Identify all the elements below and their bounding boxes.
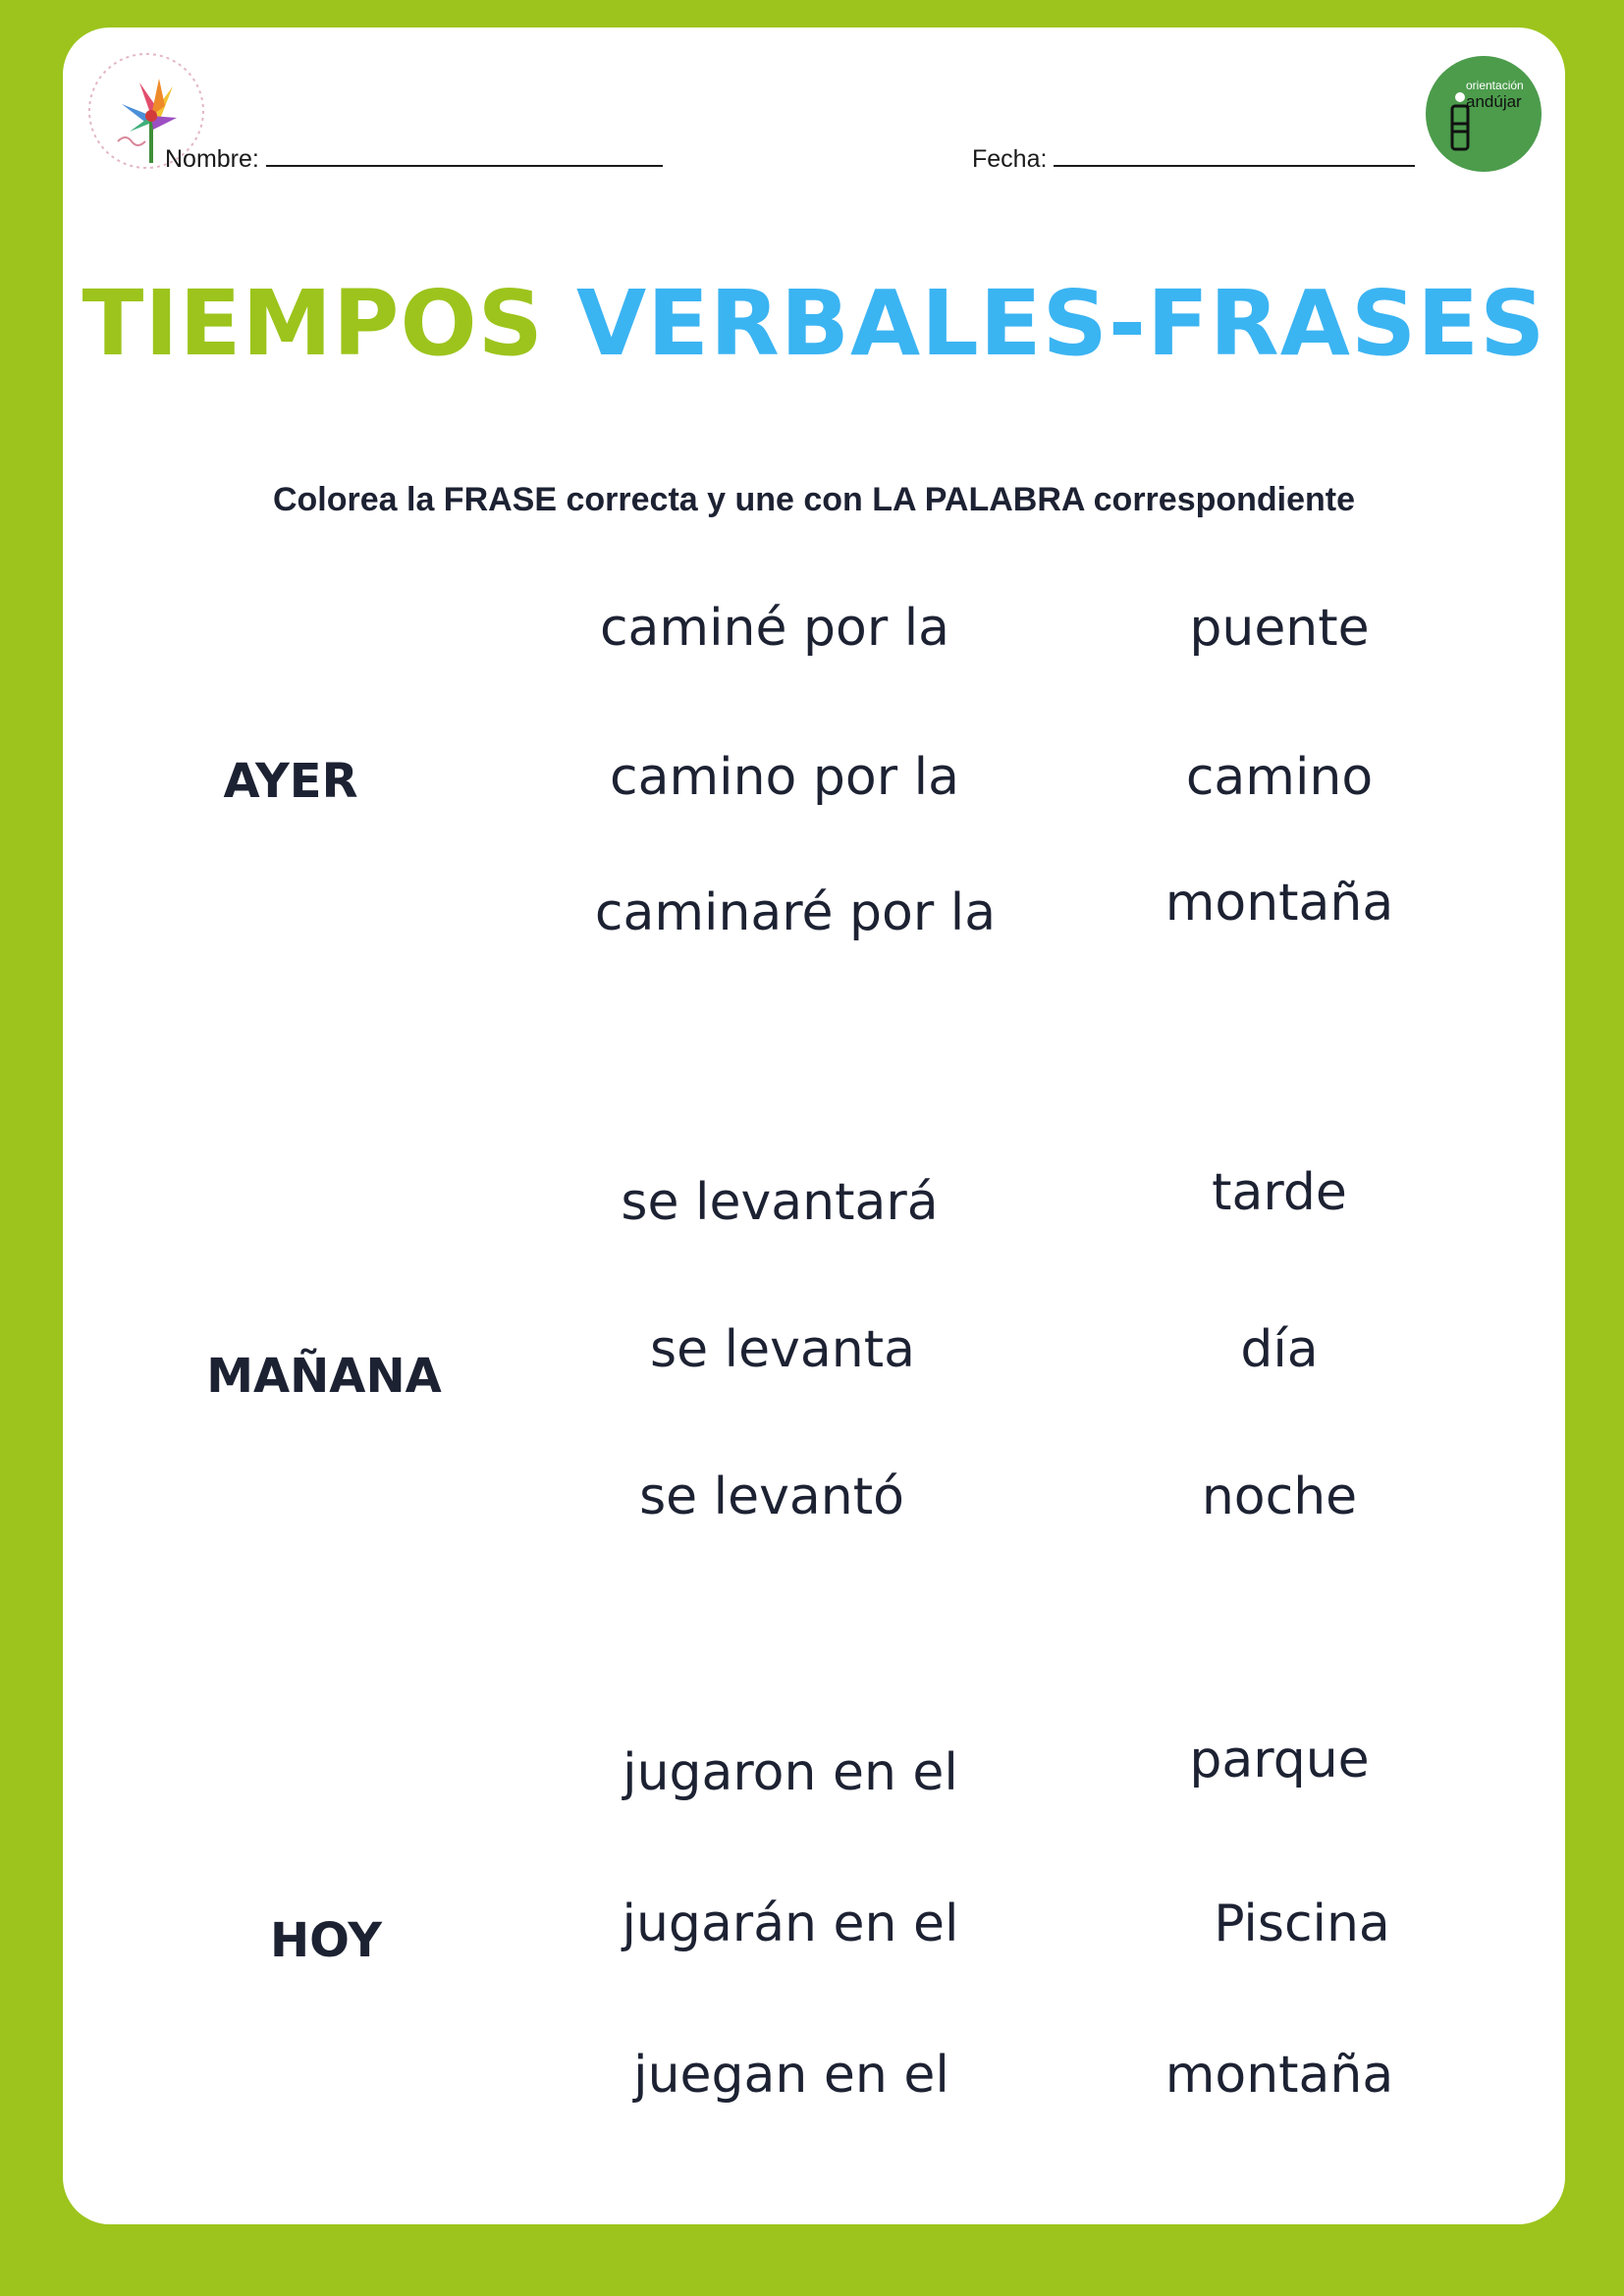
name-label: Nombre:	[165, 145, 259, 173]
name-field[interactable]	[266, 141, 663, 167]
phrase-option[interactable]: se levantó	[639, 1468, 904, 1526]
phrase-option[interactable]: se levanta	[650, 1320, 915, 1379]
time-label-manana: MAÑANA	[206, 1349, 442, 1404]
phrase-option[interactable]: se levantará	[621, 1173, 939, 1232]
phrase-option[interactable]: juegan en el	[633, 2046, 949, 2105]
title-part2: VERBALES-FRASES	[575, 271, 1546, 376]
word-option[interactable]: parque	[1189, 1731, 1370, 1789]
word-option[interactable]: tarde	[1212, 1163, 1347, 1222]
word-option[interactable]: noche	[1201, 1468, 1358, 1526]
orientacion-andujar-logo	[1425, 55, 1543, 173]
worksheet	[63, 27, 1565, 2224]
time-label-ayer: AYER	[223, 754, 358, 809]
word-option[interactable]: montaña	[1164, 874, 1394, 933]
logo-text-line1: orientación	[1466, 79, 1524, 92]
logo-text-line2: andújar	[1466, 92, 1522, 111]
phrase-option[interactable]: camino por la	[610, 748, 959, 807]
word-option[interactable]: día	[1240, 1320, 1319, 1379]
date-field[interactable]	[1054, 141, 1415, 167]
word-option[interactable]: camino	[1185, 748, 1374, 807]
page-title	[63, 271, 1565, 376]
word-option[interactable]: Piscina	[1214, 1895, 1390, 1953]
word-option[interactable]: puente	[1189, 599, 1370, 658]
title-part1: TIEMPOS	[81, 271, 544, 376]
phrase-option[interactable]: caminaré por la	[594, 883, 997, 942]
time-label-hoy: HOY	[269, 1913, 383, 1968]
date-label: Fecha:	[972, 145, 1048, 173]
phrase-option[interactable]: caminé por la	[599, 599, 950, 658]
phrase-option[interactable]: jugaron en el	[623, 1743, 958, 1802]
word-option[interactable]: montaña	[1164, 2046, 1394, 2105]
instruction: Colorea la FRASE correcta y une con LA PALABRA correspondiente	[272, 481, 1356, 518]
phrase-option[interactable]: jugarán en el	[622, 1895, 959, 1953]
